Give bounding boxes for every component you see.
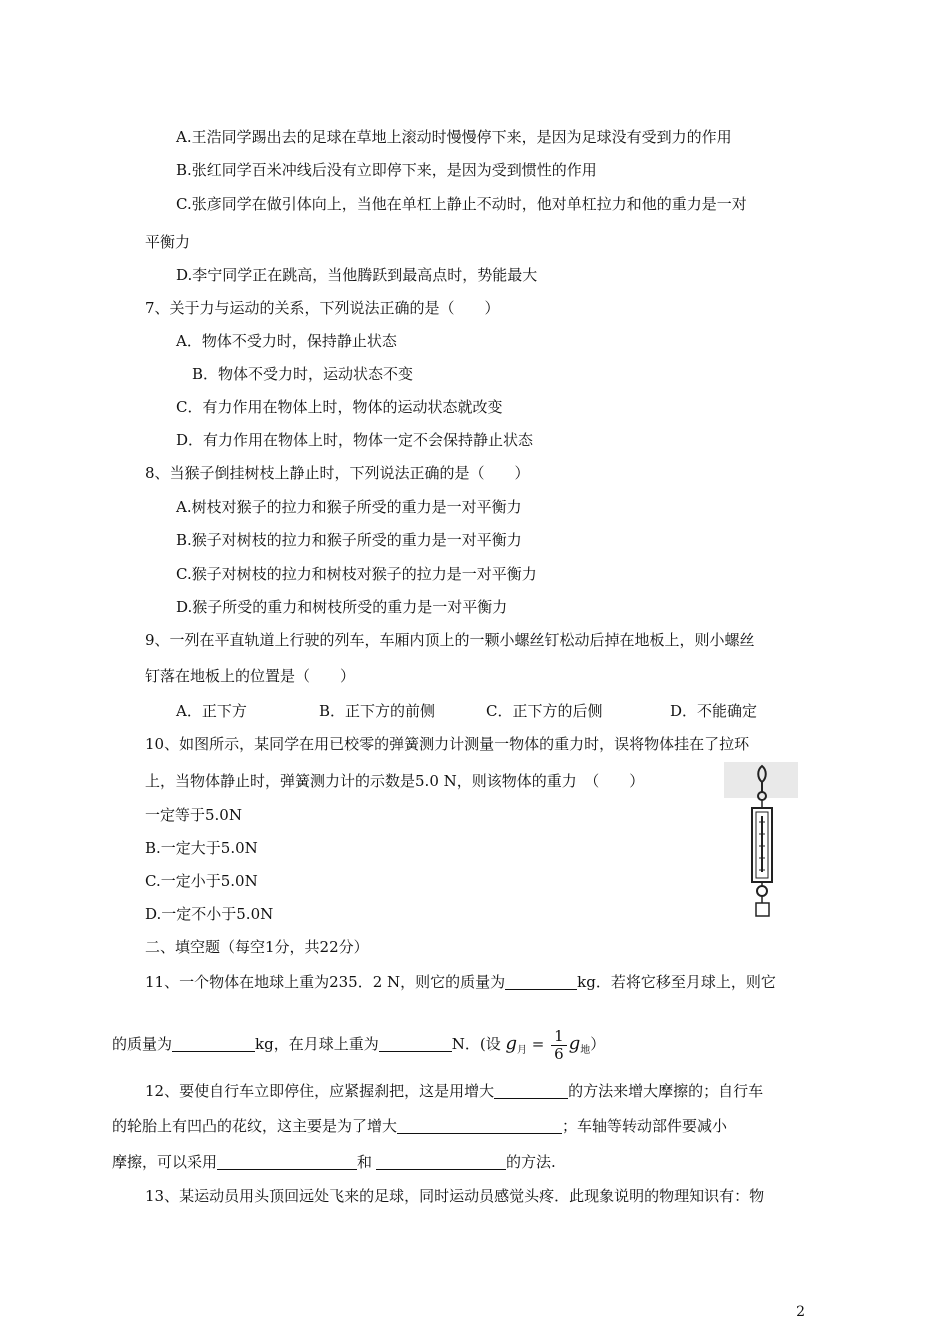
q8-stem: 8、当猴子倒挂树枝上静止时，下列说法正确的是（ ） (145, 464, 530, 482)
q10-option-d: D.一定不小于5.0N (145, 905, 274, 923)
q10-option-a: 一定等于5.0N (145, 806, 242, 824)
q12-blank-1[interactable] (494, 1083, 568, 1099)
q13-stem: 13、某运动员用头顶回远处飞来的足球，同时运动员感觉头疼．此现象说明的物理知识有：物 (145, 1187, 765, 1205)
q12-text-2: 的方法来增大摩擦的；自行车 (568, 1082, 764, 1100)
q12-line3 (112, 1152, 556, 1172)
q11-line1 (145, 972, 776, 992)
q6-option-d: D.李宁同学正在跳高，当他腾跃到最高点时，势能最大 (176, 266, 538, 284)
fraction-denominator: 6 (554, 1044, 564, 1063)
q12-text-7: 的方法. (506, 1153, 556, 1171)
q9-option-c: C．正下方的后侧 (486, 702, 603, 720)
q12-text-1: 12、要使自行车立即停住，应紧握刹把，这是用增大 (145, 1082, 495, 1100)
equals-sign: = (531, 1035, 545, 1053)
q12-text-6: 和 (357, 1153, 373, 1171)
q9-option-a: A．正下方 (176, 702, 247, 720)
g-symbol-moon: g (505, 1033, 518, 1054)
q8-option-b: B.猴子对树枝的拉力和猴子所受的重力是一对平衡力 (176, 531, 522, 549)
q9-stem-line1: 9、一列在平直轨道上行驶的列车，车厢内顶上的一颗小螺丝钉松动后掉在地板上，则小螺丝 (145, 631, 755, 649)
q9-option-b: B．正下方的前侧 (319, 702, 436, 720)
q12-blank-4[interactable] (376, 1154, 506, 1170)
q12-line2 (112, 1116, 727, 1136)
q8-option-d: D.猴子所受的重力和树枝所受的重力是一对平衡力 (176, 598, 508, 616)
q12-blank-2[interactable] (397, 1118, 562, 1134)
q11-blank-1[interactable] (505, 974, 577, 990)
page-number: 2 (796, 1304, 805, 1320)
fraction-one-sixth (551, 1028, 567, 1063)
q12-text-4: ；车轴等转动部件要减小 (562, 1117, 728, 1135)
q12-blank-3[interactable] (217, 1154, 357, 1170)
g-symbol-earth: g (568, 1033, 581, 1054)
q9-option-d: D．不能确定 (670, 702, 758, 720)
q7-option-d: D．有力作用在物体上时，物体一定不会保持静止状态 (176, 431, 534, 449)
q12-line1 (145, 1081, 763, 1101)
spring-scale-figure (724, 762, 798, 920)
q12-text-3: 的轮胎上有凹凸的花纹，这主要是为了增大 (112, 1117, 398, 1135)
q7-option-a: A．物体不受力时，保持静止状态 (176, 332, 397, 350)
q11-text-3: 的质量为 (112, 1035, 173, 1053)
q11-blank-2[interactable] (172, 1036, 255, 1052)
q7-option-c: C．有力作用在物体上时，物体的运动状态就改变 (176, 398, 503, 416)
q10-option-b: B.一定大于5.0N (145, 839, 258, 857)
q6-option-b: B.张红同学百米冲线后没有立即停下来，是因为受到惯性的作用 (176, 161, 597, 179)
q12-text-5: 摩擦，可以采用 (112, 1153, 218, 1171)
spring-scale-drawing (724, 762, 798, 920)
q11-text-2: kg．若将它移至月球上，则它 (577, 973, 776, 991)
q11-text-4: kg，在月球上重为 (255, 1035, 379, 1053)
q6-option-a: A.王浩同学踢出去的足球在草地上滚动时慢慢停下来，是因为足球没有受到力的作用 (176, 128, 732, 146)
q6-option-c-line2: 平衡力 (145, 233, 191, 251)
q8-option-a: A.树枝对猴子的拉力和猴子所受的重力是一对平衡力 (176, 498, 522, 516)
earth-subscript: 地 (580, 1045, 591, 1056)
q10-stem-line1: 10、如图所示，某同学在用已校零的弹簧测力计测量一物体的重力时，误将物体挂在了拉环 (145, 735, 750, 753)
q6-option-c-line1: C.张彦同学在做引体向上，当他在单杠上静止不动时，他对单杠拉力和他的重力是一对 (176, 195, 747, 213)
q9-stem-line2: 钉落在地板上的位置是（ ） (145, 667, 356, 685)
q11-text-1: 11、一个物体在地球上重为235．2 N，则它的质量为 (145, 973, 506, 991)
q11-line2 (112, 1025, 605, 1070)
q11-blank-3[interactable] (379, 1036, 452, 1052)
q10-option-c: C.一定小于5.0N (145, 872, 258, 890)
q11-text-5: N．(设 (451, 1035, 501, 1053)
q7-option-b: B．物体不受力时，运动状态不变 (192, 365, 414, 383)
close-paren: ） (590, 1035, 606, 1053)
q7-stem: 7、关于力与运动的关系，下列说法正确的是（ ） (145, 299, 500, 317)
q8-option-c: C.猴子对树枝的拉力和树枝对猴子的拉力是一对平衡力 (176, 565, 537, 583)
q10-stem-line2: 上，当物体静止时，弹簧测力计的示数是5.0 N，则该物体的重力 （ ） (145, 772, 645, 790)
moon-subscript: 月 (517, 1045, 528, 1056)
fraction-numerator: 1 (551, 1028, 567, 1046)
section-2-heading: 二、填空题（每空1分，共22分） (145, 938, 369, 956)
